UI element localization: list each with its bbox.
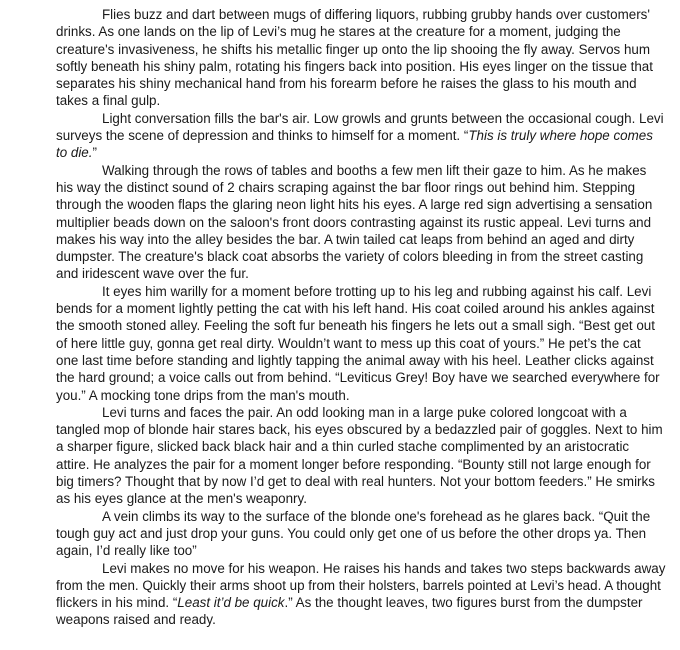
paragraph-1 — [56, 6, 666, 110]
paragraph-2 — [56, 110, 666, 162]
paragraph-7 — [56, 560, 666, 629]
paragraph-text: Levi turns and faces the pair. An odd looking man in a large puke colored longcoat with a tangled mop of blonde hair stares back, his eyes obscured by a bedazzled pair of goggles. Next to him a sharper figure, slicked back black hair and a thin curled stache complimented by an aristocratic attire. He analyzes the pair for a moment longer before responding. “Bounty still not large enough for big timers? Thought that by now I’d get to deal with real hunters. Not your bottom feeders.” He smirks as his eyes glance at the men's weaponry. — [56, 404, 663, 507]
italic-thought: This is truly where hope comes to die. — [56, 128, 653, 161]
paragraph-text: Light conversation fills the bar's air. Low growls and grunts between the occasional cough. Levi surveys the scene of depression and thinks to himself for a moment. “ — [56, 110, 664, 144]
paragraph-6 — [56, 508, 666, 560]
paragraph-text: ” — [92, 145, 97, 161]
italic-thought: Least it’d be quick — [177, 595, 285, 611]
story-text — [56, 6, 666, 629]
paragraph-text: It eyes him warilly for a moment before trotting up to his leg and rubbing against his calf. Levi bends for a moment lightly petting the cat with his left hand. His coat coiled around his ankles against the smooth stoned alley. Feeling the soft fur beneath his fingers he lets out a small sigh. “Best get out of here little guy, gonna get real dirty. Wouldn’t want to mess up this coat of yours.” He pet’s the cat one last time before standing and lightly tapping the animal away with his heel. Leather clicks against the hard ground; a voice calls out from behind. “Leviticus Grey! Boy have we searched everywhere for you.” A mocking tone drips from the man's mouth. — [56, 283, 660, 403]
paragraph-text: Flies buzz and dart between mugs of differing liquors, rubbing grubby hands over customers' drinks. As one lands on the lip of Levi’s mug he stares at the creature for a moment, judging the creature's invasiveness, he shifts his metallic finger up onto the lip shooing the fly away. Servos hum softly beneath his shiny palm, rotating his fingers back into position. His eyes linger on the tissue that separates his shiny mechanical hand from his forearm before he raises the glass to his mouth and takes a final gulp. — [56, 7, 653, 109]
paragraph-text: Levi makes no move for his weapon. He raises his hands and takes two steps backwards away from the men. Quickly their arms shoot up from their holsters, barrels pointed at Levi’s head. A thought flickers in his mind. “ — [56, 560, 666, 611]
paragraph-text: .” As the thought leaves, two figures burst from the dumpster weapons raised and ready. — [56, 595, 643, 628]
paragraph-text: Walking through the rows of tables and booths a few men lift their gaze to him. As he makes his way the distinct sound of 2 chairs scraping against the bar floor rings out behind him. Stepping through the wooden flaps the glaring neon light hits his eyes. A large red sign advertising a sensation multiplier beads down on the saloon's front doors contrasting against its rustic appeal. Levi turns and makes his way into the alley besides the bar. A twin tailed cat leaps from behind an aged and dirty dumpster. The creature's black coat absorbs the variety of colors bleeding in from the street casting and iridescent wave over the fur. — [56, 162, 653, 282]
paragraph-text: A vein climbs its way to the surface of the blonde one's forehead as he glares back. “Quit the tough guy act and just drop your guns. You could only get one of us before the other drops ya. Then again, I’d really like too” — [56, 508, 651, 559]
paragraph-3 — [56, 162, 666, 283]
paragraph-4 — [56, 283, 666, 404]
paragraph-5 — [56, 404, 666, 508]
